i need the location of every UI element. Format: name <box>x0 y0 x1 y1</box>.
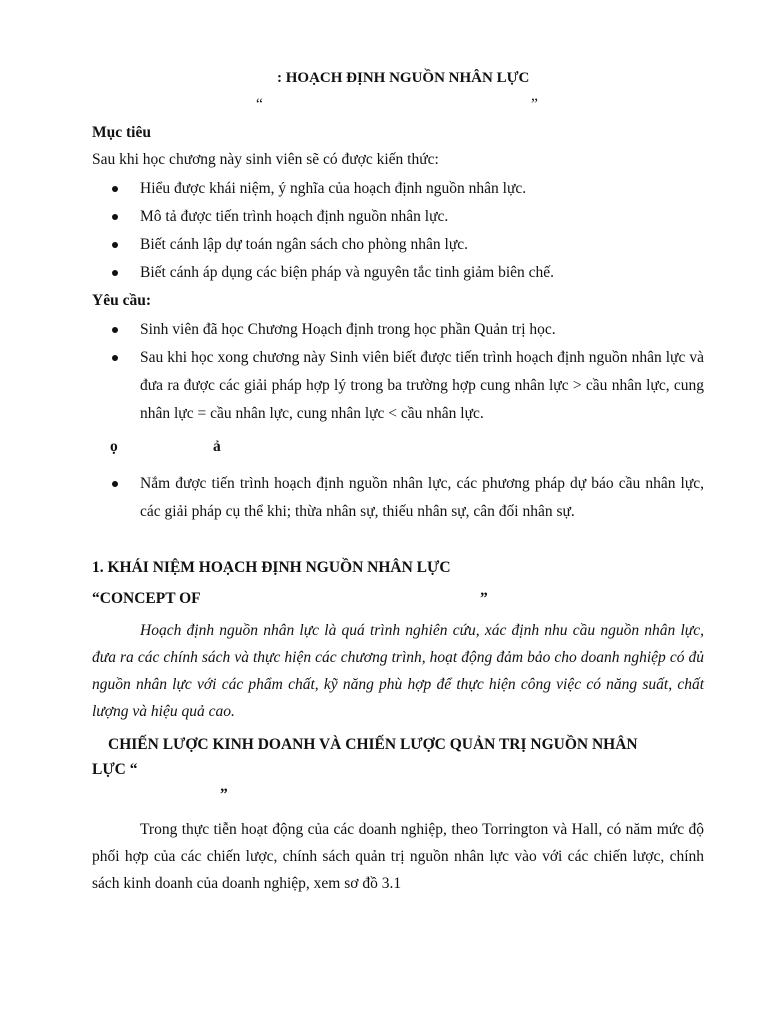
section1-heading: 1. KHÁI NIỆM HOẠCH ĐỊNH NGUỒN NHÂN LỰC <box>92 559 451 576</box>
list-item: Hiểu được khái niệm, ý nghĩa của hoạch định nguồn nhân lực. <box>92 175 704 203</box>
bullet-icon <box>112 186 118 192</box>
list-item: Biết cánh lập dự toán ngân sách cho phòng nhân lực. <box>92 231 704 259</box>
objectives-list <box>92 175 704 287</box>
section2-heading-line1: CHIẾN LƯỢC KINH DOANH VÀ CHIẾN LƯỢC QUẢN TRỊ NGUỒN NHÂN <box>108 736 638 753</box>
section2-heading-line2: LỰC “ <box>92 761 138 778</box>
bullet-icon <box>112 481 118 487</box>
bullet-icon <box>112 327 118 333</box>
section2-body: Trong thực tiễn hoạt động của các doanh nghiệp, theo Torrington và Hall, có năm mức độ phối hợp của các chiến lược, chính sách quản trị nguồn nhân lực vào với các chiến lược, chính sách kinh doanh của doanh nghiệp, xem sơ đồ 3.1 <box>92 821 704 892</box>
title-close-quote: ” <box>531 96 538 113</box>
focus-heading-right: ả <box>213 438 221 455</box>
list-item: Mô tả được tiến trình hoạch định nguồn nhân lực. <box>92 203 704 231</box>
focus-heading-left: ọ <box>110 438 118 455</box>
bullet-icon <box>112 355 118 361</box>
requirements-list <box>92 316 704 428</box>
chapter-title: : HOẠCH ĐỊNH NGUỒN NHÂN LỰC <box>277 70 530 86</box>
objectives-heading: Mục tiêu <box>92 124 151 141</box>
list-item: Biết cánh áp dụng các biện pháp và nguyên tắc tinh giảm biên chế. <box>92 259 704 287</box>
focus-list <box>92 470 704 526</box>
section1-subheading-close: ” <box>480 590 488 607</box>
section2-heading-close: ” <box>220 786 228 803</box>
bullet-icon <box>112 214 118 220</box>
section1-subheading: “CONCEPT OF <box>92 590 201 607</box>
list-item: Sau khi học xong chương này Sinh viên biết được tiến trình hoạch định nguồn nhân lực và đưa ra được các giải pháp hợp lý trong ba trường hợp cung nhân lực > cầu nhân lực, cung nhân lực = cầu nhân lực, cung nhân lực < cầu nhân lực. <box>92 344 704 428</box>
bullet-icon <box>112 270 118 276</box>
bullet-icon <box>112 242 118 248</box>
requirements-heading: Yêu cầu: <box>92 292 151 309</box>
section1-definition: Hoạch định nguồn nhân lực là quá trình nghiên cứu, xác định nhu cầu nguồn nhân lực, đưa ra các chính sách và thực hiện các chương trình, hoạt động đảm bảo cho doanh nghiệp có đủ nguồn nhân lực với các phẩm chất, kỹ năng phù hợp để thực hiện công việc có năng suất, chất lượng và hiệu quả cao. <box>92 622 704 720</box>
list-item: Nắm được tiến trình hoạch định nguồn nhân lực, các phương pháp dự báo cầu nhân lực, các giải pháp cụ thể khi; thừa nhân sự, thiếu nhân sự, cân đối nhân sự. <box>92 470 704 526</box>
list-item: Sinh viên đã học Chương Hoạch định trong học phần Quản trị học. <box>92 316 704 344</box>
title-open-quote: “ <box>256 96 263 113</box>
objectives-intro: Sau khi học chương này sinh viên sẽ có được kiến thức: <box>92 151 439 168</box>
